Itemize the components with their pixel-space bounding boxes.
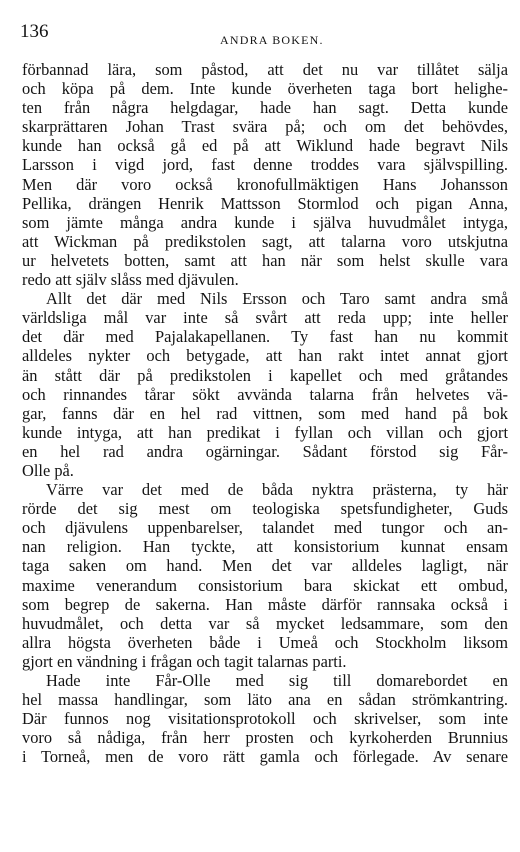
text-line: det där med Pajalakapellanen. Ty fast han nu kommit [22, 327, 508, 347]
running-head: ANDRA BOKEN. [220, 33, 324, 47]
text-line: allra högsta överheten både i Umeå och Stockholm liksom [22, 632, 508, 652]
text-line: Pellika, drängen Henrik Mattsson Stormlod och pigan Anna, [22, 193, 508, 213]
text-line: och köpa på dem. Inte kunde överheten taga bort helighe- [22, 79, 508, 99]
text-line: hel massa handlingar, som läto ana en sådan strömkantring. [22, 690, 508, 710]
text-line: maxime venerandum consistorium bara skickat ett ombud, [22, 575, 508, 595]
text-line: rörde det sig mest om teologiska spetsfundigheter, Guds [22, 499, 508, 519]
text-line: huvudmålet, och detta var så mycket ledsammare, som den [22, 613, 508, 633]
text-line: kunde intyga, att han predikat i fyllan och villan och gjort [22, 422, 508, 442]
text-line: Men där voro också kronofullmäktigen Hans Johansson [22, 174, 508, 194]
page-number: 136 [20, 21, 49, 42]
text-line: Allt det där med Nils Ersson och Taro samt andra små [46, 289, 508, 309]
text-line: gar, fanns där en hel rad vittnen, som med hand på bok [22, 403, 508, 423]
text-line: Olle på. [22, 460, 74, 480]
text-line: alldeles nykter och betygade, att han rakt intet annat gjort [22, 346, 508, 366]
text-line: voro så nådiga, från herr prosten och kyrkoherden Brunnius [22, 728, 508, 748]
text-line: kunde han också gå ed på att Wiklund hade begravt Nils [22, 136, 508, 156]
text-line: gjort en vändning i frågan och tagit talarnas parti. [22, 651, 347, 671]
text-line: en hel rad andra ogärningar. Sådant förstod sig Får- [22, 441, 508, 461]
text-line: som begrep de sakerna. Han måste därför rannsaka också i [22, 594, 508, 614]
text-line: än stått där på predikstolen i kapellet och med gråtandes [22, 365, 508, 385]
text-line: skarprättaren Johan Trast svära på; och om det behövdes, [22, 117, 508, 137]
text-line: Värre var det med de båda nyktra prästerna, ty här [46, 480, 508, 500]
text-line: som jämte många andra kunde i själva huvudmålet intyga, [22, 212, 508, 232]
body-text [22, 60, 508, 766]
text-line: världsliga mål var inte så svårt att reda upp; inte heller [22, 308, 508, 328]
text-line: ur helvetets botten, samt att han när som helst skulle vara [22, 250, 508, 270]
text-line: och rinnandes tårar sökt avvända talarna från helvetes vä- [22, 384, 508, 404]
text-line: Larsson i vigd jord, fast denne troddes vara självspilling. [22, 155, 508, 175]
text-line: Där funnos nog visitationsprotokoll och skrivelser, som inte [22, 709, 508, 729]
text-line: ten från några helgdagar, hade han sagt. Detta kunde [22, 98, 508, 118]
text-line: och djävulens uppenbarelser, talandet med tungor och an- [22, 518, 508, 538]
text-line: nan religion. Han tyckte, att konsistorium kunnat ensam [22, 537, 508, 557]
text-line: förbannad lära, som påstod, att det nu var tillåtet sälja [22, 60, 508, 79]
text-line: redo att själv slåss med djävulen. [22, 270, 239, 290]
text-line: i Torneå, men de voro rätt gamla och förlegade. Av senare [22, 747, 508, 767]
text-line: Hade inte Får-Olle med sig till domarebordet en [46, 671, 508, 690]
text-line: taga saken om hand. Men det var alldeles lagligt, när [22, 556, 508, 576]
text-line: att Wickman på predikstolen sagt, att talarna voro utskjutna [22, 231, 508, 251]
